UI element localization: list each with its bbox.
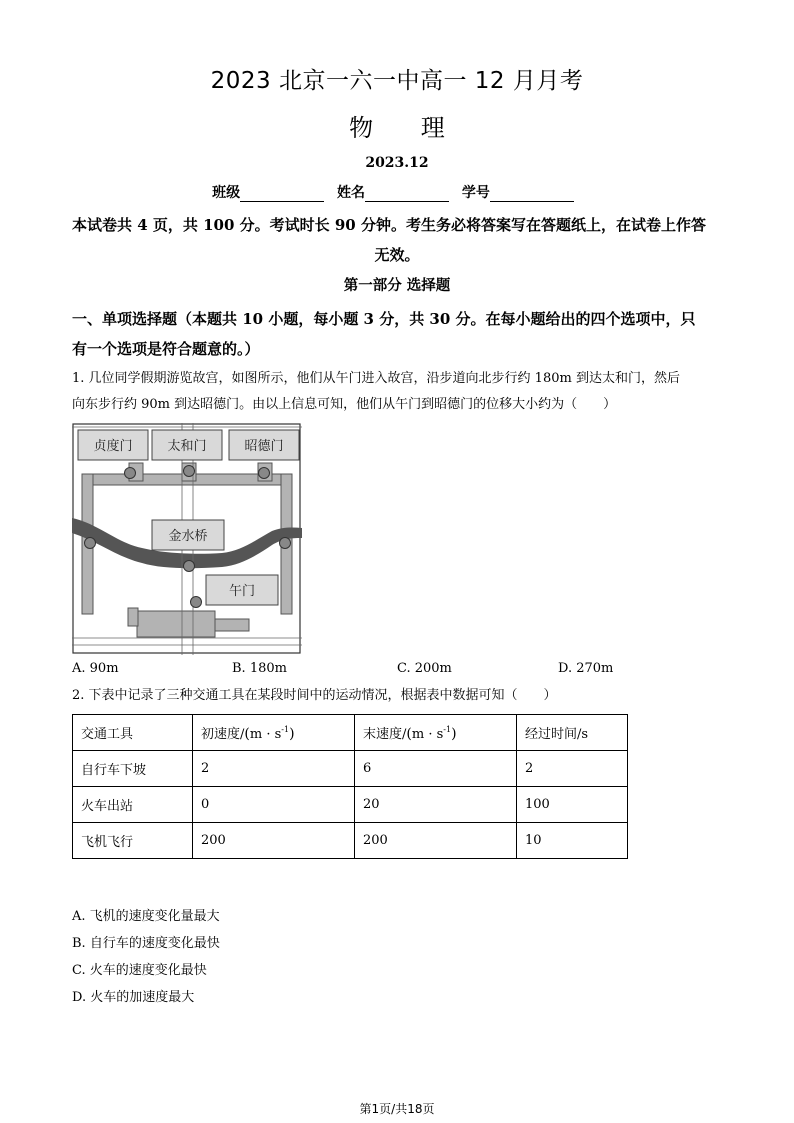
forbidden-city-map <box>72 423 302 655</box>
page-footer: 第1页/共18页 <box>359 1102 435 1116</box>
table-cell: 10 <box>517 823 628 859</box>
name-blank <box>365 187 449 202</box>
class-label: 班级 <box>212 185 241 201</box>
motion-data-table <box>72 714 628 859</box>
exam-date: 2023.12 <box>365 155 429 171</box>
table-cell: 100 <box>517 787 628 823</box>
table-cell: 20 <box>355 787 517 823</box>
table-cell: 6 <box>355 751 517 787</box>
notice-line-2: 无效。 <box>374 246 420 264</box>
part-title: 第一部分 选择题 <box>343 277 451 294</box>
label-taihe-gate: 太和门 <box>167 439 207 454</box>
q1-option-d[interactable]: D. 270m <box>558 661 614 676</box>
q2-option-b[interactable]: B. 自行车的速度变化最快 <box>72 936 220 951</box>
q2-option-c[interactable]: C. 火车的速度变化最快 <box>72 963 207 978</box>
table-cell: 0 <box>193 787 355 823</box>
table-header-row <box>73 715 628 751</box>
table-cell: 2 <box>193 751 355 787</box>
q1-option-c[interactable]: C. 200m <box>397 661 452 676</box>
question-1-stem <box>72 366 724 418</box>
class-blank <box>240 187 324 202</box>
table-cell: 自行车下坡 <box>73 751 193 787</box>
q1-option-a[interactable]: A. 90m <box>72 661 119 676</box>
header-final-velocity: 末速度$/(m \cdot s^{-1})$ <box>355 715 517 751</box>
section-instructions <box>72 304 722 364</box>
student-id-label: 学号 <box>461 185 490 201</box>
label-jinshui-bridge: 金水桥 <box>168 529 208 544</box>
q2-option-a[interactable]: A. 飞机的速度变化量最大 <box>72 909 220 924</box>
table-cell: 200 <box>193 823 355 859</box>
label-wu-gate: 午门 <box>228 584 256 599</box>
question-1-line-1: 1. 几位同学假期游览故宫，如图所示，他们从午门进入故宫，沿步道向北步行约 180m 到达太和门，然后 <box>72 371 680 386</box>
table-row <box>73 751 628 787</box>
student-info-fields <box>0 182 794 202</box>
header-initial-velocity: 初速度$/(m \cdot s^{-1})$ <box>193 715 355 751</box>
table-cell: 飞机飞行 <box>73 823 193 859</box>
table-cell: 2 <box>517 751 628 787</box>
table-cell: 200 <box>355 823 517 859</box>
section-line-1: 一、单项选择题（本题共 10 小题，每小题 3 分，共 30 分。在每小题给出的四个选项中，只 <box>72 310 696 328</box>
table-cell: 火车出站 <box>73 787 193 823</box>
name-label: 姓名 <box>337 185 365 201</box>
label-zhendu-gate: 贞度门 <box>93 439 133 454</box>
header-elapsed-time: 经过时间/s <box>517 715 628 751</box>
question-1-line-2: 向东步行约 90m 到达昭德门。由以上信息可知，他们从午门到昭德门的位移大小约为（ ） <box>72 397 617 412</box>
exam-title: 2023 北京一六一中高一 12 月月考 <box>210 68 584 94</box>
exam-notice <box>72 210 722 270</box>
q2-option-d[interactable]: D. 火车的加速度最大 <box>72 990 195 1005</box>
table-row <box>73 823 628 859</box>
subject-title: 物 理 <box>349 114 445 142</box>
table-row <box>73 787 628 823</box>
section-line-2: 有一个选项是符合题意的。） <box>72 340 260 358</box>
notice-line-1: 本试卷共 4 页，共 100 分。考试时长 90 分钟。考生务必将答案写在答题纸上，在试卷上作答 <box>72 216 706 234</box>
header-vehicle: 交通工具 <box>73 715 193 751</box>
q1-option-b[interactable]: B. 180m <box>232 661 287 676</box>
label-zhaode-gate: 昭德门 <box>244 439 284 454</box>
question-2-stem: 2. 下表中记录了三种交通工具在某段时间中的运动情况，根据表中数据可知（ ） <box>72 688 557 703</box>
student-id-blank <box>490 187 574 202</box>
